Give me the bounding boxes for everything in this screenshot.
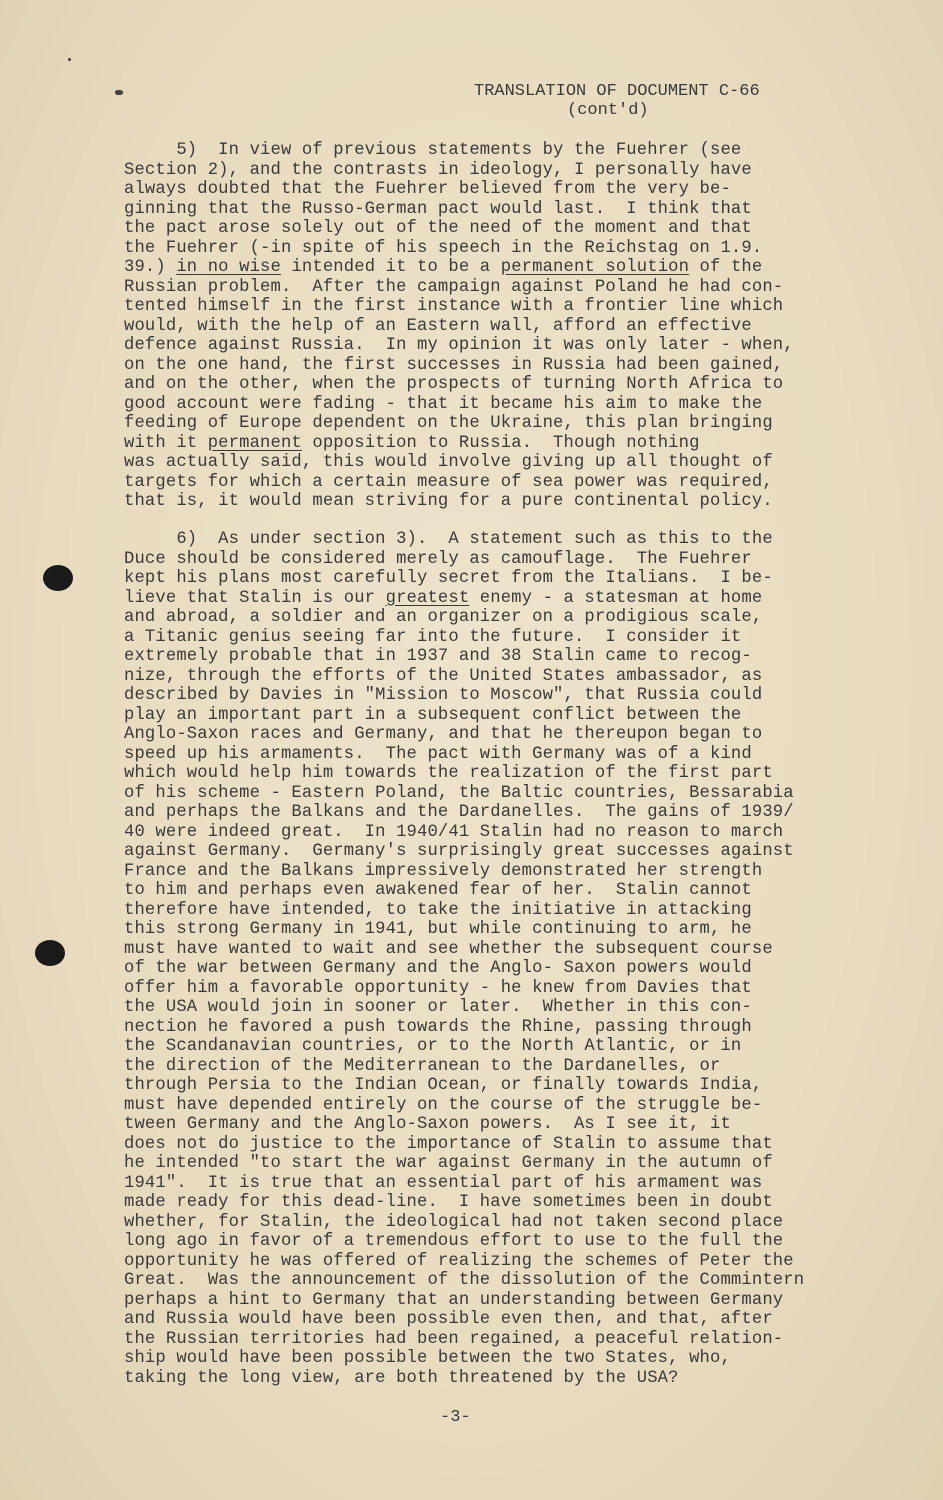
text-line: ginning that the Russo-German pact would last. I think that bbox=[124, 199, 752, 219]
text-line: to him and perhaps even awakened fear of her. Stalin cannot bbox=[124, 881, 752, 900]
text-line: with it bbox=[124, 433, 208, 453]
text-line: he intended "to start the war against Germany in the autumn of bbox=[124, 1154, 773, 1173]
text-line: 39.) bbox=[124, 258, 177, 277]
text-line: the direction of the Mediterranean to the Dardanelles, or bbox=[124, 1056, 721, 1076]
text-line: 40 were indeed great. In 1940/41 Stalin had no reason to march bbox=[124, 822, 784, 842]
text-line: 1941". It is true that an essential part of his armament was bbox=[124, 1173, 763, 1193]
text-line: the USA would join in sooner or later. Whether in this con- bbox=[124, 998, 752, 1017]
underlined-phrase: permanent bbox=[207, 433, 302, 453]
text-line: play an important part in a subsequent conflict between the bbox=[124, 705, 742, 725]
text-line: the pact arose solely out of the need of the moment and that bbox=[124, 219, 752, 238]
text-line: was actually said, this would involve giving up all thought of bbox=[124, 453, 773, 472]
text-line: always doubted that the Fuehrer believed from the very be- bbox=[124, 180, 731, 199]
text-line: 6) As under section 3). A statement such as this to the bbox=[124, 530, 773, 549]
paragraph-6 bbox=[124, 530, 884, 1388]
text-line: kept his plans most carefully secret from the Italians. I be- bbox=[124, 569, 773, 588]
underlined-phrase: greatest bbox=[385, 588, 470, 608]
text-line: feeding of Europe dependent on the Ukraine, this plan bringing bbox=[124, 414, 773, 433]
text-line: the Fuehrer (-in spite of his speech in the Reichstag on 1.9. bbox=[124, 238, 763, 258]
text-line: the Scandanavian countries, or to the North Atlantic, or in bbox=[124, 1037, 742, 1056]
document-header bbox=[474, 82, 854, 120]
ink-mark bbox=[115, 90, 123, 95]
text-line: and abroad, a soldier and an organizer on a prodigious scale, bbox=[124, 608, 763, 627]
text-line: described by Davies in "Mission to Moscow", that Russia could bbox=[124, 686, 763, 705]
text-line: Anglo-Saxon races and Germany, and that he thereupon began to bbox=[124, 725, 763, 744]
text-line: which would help him towards the realization of the first part bbox=[124, 764, 773, 783]
ink-speck bbox=[68, 58, 71, 61]
text-line: of the war between Germany and the Anglo- Saxon powers would bbox=[124, 959, 752, 978]
text-line: targets for which a certain measure of sea power was required, bbox=[124, 472, 773, 492]
text-line: whether, for Stalin, the ideological had not taken second place bbox=[124, 1212, 784, 1232]
text-line: nize, through the efforts of the United States ambassador, as bbox=[124, 666, 763, 686]
underlined-phrase: permanent solution bbox=[500, 258, 690, 277]
text-line: Great. Was the announcement of the dissolution of the Commintern bbox=[124, 1271, 805, 1290]
text-line: tented himself in the first instance with a frontier line which bbox=[124, 297, 784, 316]
text-line: against Germany. Germany's surprisingly great successes against bbox=[124, 842, 794, 861]
punch-hole-bottom bbox=[35, 940, 65, 966]
text-line: the Russian territories had been regained, a peaceful relation- bbox=[124, 1329, 784, 1349]
text-line: 5) In view of previous statements by the Fuehrer (see bbox=[124, 141, 742, 160]
text-line: made ready for this dead-line. I have sometimes been in doubt bbox=[124, 1193, 773, 1212]
text-line: opposition to Russia. Though nothing bbox=[301, 433, 700, 453]
text-line: must have depended entirely on the course of the struggle be- bbox=[124, 1095, 763, 1115]
text-line: extremely probable that in 1937 and 38 Stalin came to recog- bbox=[124, 647, 752, 666]
text-line: that is, it would mean striving for a pure continental policy. bbox=[124, 492, 773, 511]
text-line: nection he favored a push towards the Rhine, passing through bbox=[124, 1017, 752, 1037]
text-line: lieve that Stalin is our bbox=[124, 588, 386, 608]
text-line: long ago in favor of a tremendous effort to use to the full the bbox=[124, 1232, 784, 1251]
text-line: and perhaps the Balkans and the Dardanelles. The gains of 1939/ bbox=[124, 803, 794, 822]
text-line: opportunity he was offered of realizing the schemes of Peter the bbox=[124, 1251, 794, 1271]
punch-hole-top bbox=[43, 565, 73, 591]
paragraph-5 bbox=[124, 141, 884, 512]
text-line: Section 2), and the contrasts in ideology, I personally have bbox=[124, 160, 752, 180]
text-line: on the one hand, the first successes in Russia had been gained, bbox=[124, 355, 784, 375]
text-line: good account were fading - that it became his aim to make the bbox=[124, 394, 763, 414]
text-line: would, with the help of an Eastern wall, afford an effective bbox=[124, 316, 752, 336]
text-line: enemy - a statesman at home bbox=[469, 588, 763, 608]
text-line: of his scheme - Eastern Poland, the Baltic countries, Bessarabia bbox=[124, 783, 794, 803]
underlined-phrase: in no wise bbox=[176, 258, 281, 277]
text-line: of the bbox=[689, 258, 763, 277]
text-line: ship would have been possible between the two States, who, bbox=[124, 1349, 731, 1368]
text-line: intended it to be a bbox=[280, 258, 501, 277]
text-line: and Russia would have been possible even then, and that, after bbox=[124, 1310, 773, 1329]
text-line: and on the other, when the prospects of turning North Africa to bbox=[124, 375, 784, 394]
text-line: offer him a favorable opportunity - he knew from Davies that bbox=[124, 978, 752, 998]
text-line: defence against Russia. In my opinion it was only later - when, bbox=[124, 336, 794, 355]
text-line: through Persia to the Indian Ocean, or finally towards India, bbox=[124, 1076, 763, 1095]
text-line: tween Germany and the Anglo-Saxon powers. As I see it, it bbox=[124, 1115, 731, 1134]
document-subtitle: (cont'd) bbox=[567, 101, 649, 120]
text-line: this strong Germany in 1941, but while continuing to arm, he bbox=[124, 920, 752, 939]
document-title: TRANSLATION OF DOCUMENT C-66 bbox=[474, 82, 760, 101]
text-line: does not do justice to the importance of Stalin to assume that bbox=[124, 1134, 773, 1154]
text-line: Duce should be considered merely as camouflage. The Fuehrer bbox=[124, 549, 752, 569]
text-line: must have wanted to wait and see whether the subsequent course bbox=[124, 939, 773, 959]
text-line: therefore have intended, to take the initiative in attacking bbox=[124, 900, 752, 920]
text-line: France and the Balkans impressively demonstrated her strength bbox=[124, 861, 763, 881]
text-line: a Titanic genius seeing far into the future. I consider it bbox=[124, 627, 742, 647]
page-number: -3- bbox=[440, 1408, 471, 1427]
text-line: speed up his armaments. The pact with Germany was of a kind bbox=[124, 744, 752, 764]
text-line: Russian problem. After the campaign against Poland he had con- bbox=[124, 277, 784, 297]
text-line: taking the long view, are both threatened by the USA? bbox=[124, 1368, 679, 1388]
text-line: perhaps a hint to Germany that an understanding between Germany bbox=[124, 1290, 784, 1310]
